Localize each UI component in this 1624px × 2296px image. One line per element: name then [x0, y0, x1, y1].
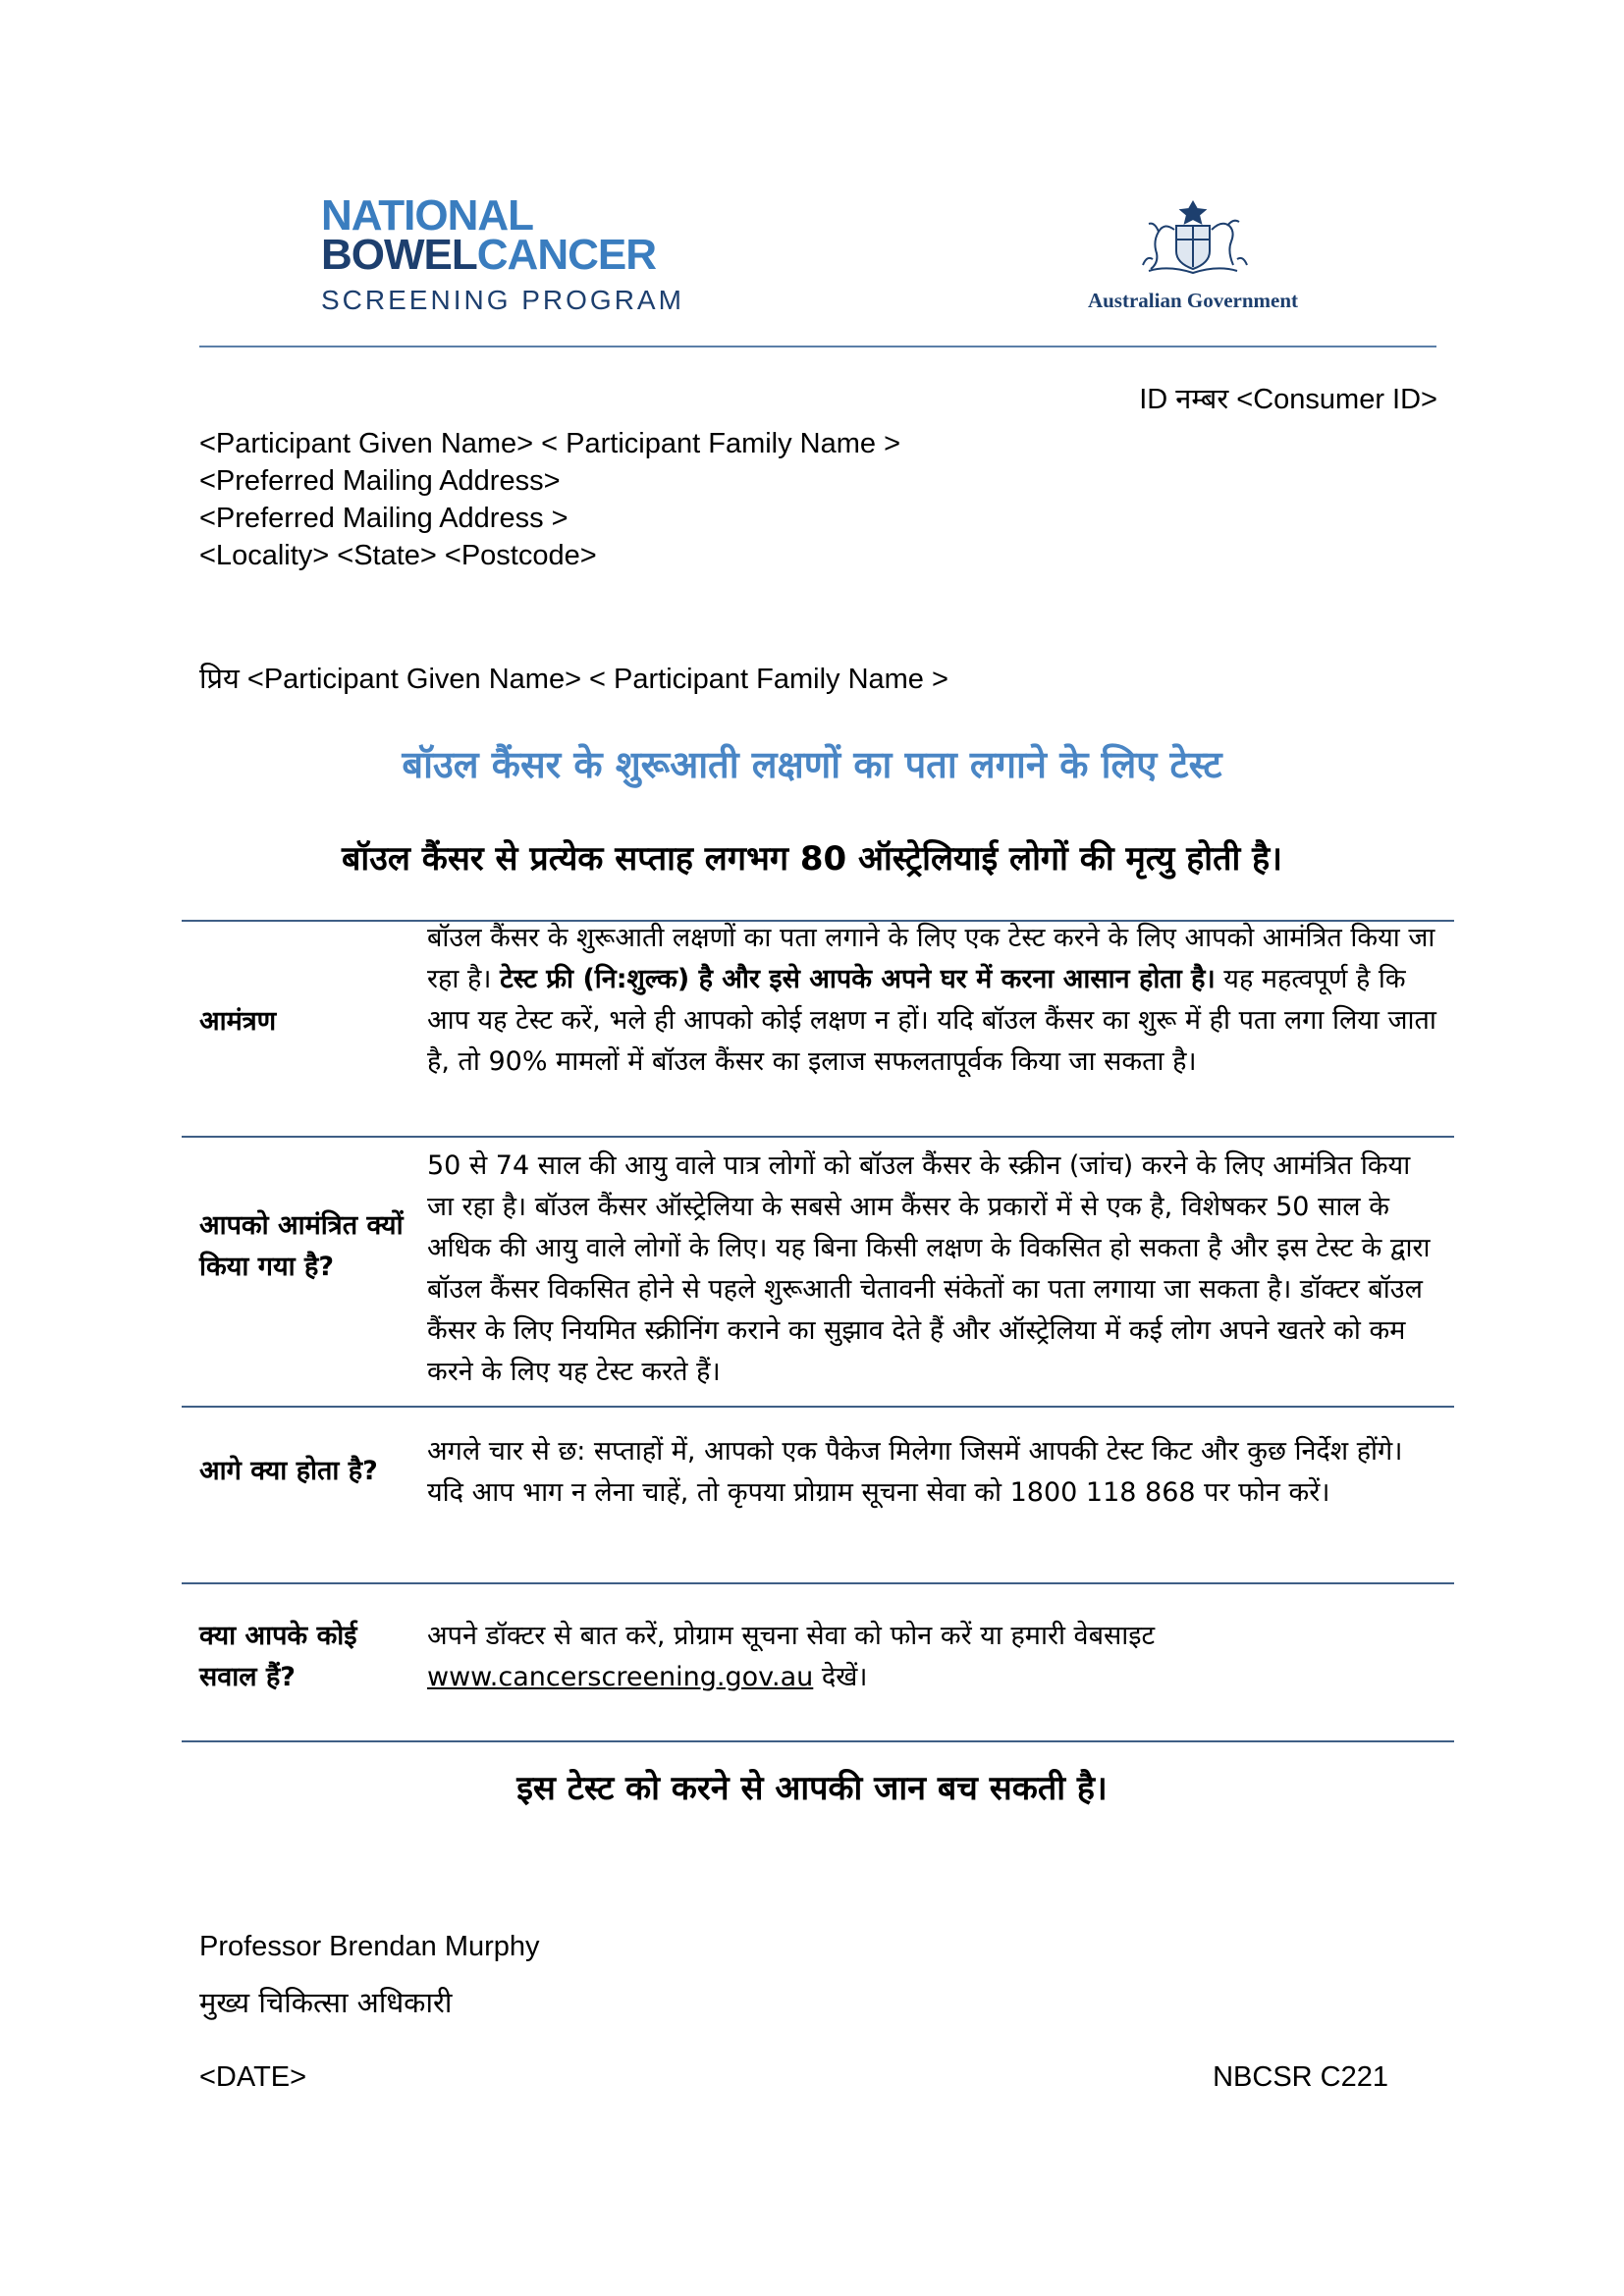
consumer-id: ID नम्बर <Consumer ID>	[1139, 384, 1437, 415]
program-logo-line3: SCREENING PROGRAM	[321, 285, 684, 315]
signer-title: मुख्य चिकित्सा अधिकारी	[199, 1986, 453, 2019]
letter-date: <DATE>	[199, 2061, 307, 2093]
salutation: प्रिय <Participant Given Name> < Participant Family Name >	[199, 664, 948, 695]
reference-code: NBCSR C221	[1213, 2061, 1388, 2093]
section-text-invitation	[427, 918, 1438, 1083]
program-logo-line1: NATIONAL	[321, 191, 534, 240]
address-line: <Preferred Mailing Address>	[199, 465, 561, 497]
header-divider	[199, 346, 1436, 347]
signer-name: Professor Brendan Murphy	[199, 1931, 540, 1962]
section-text-what-next: अगले चार से छ: सप्ताहों में, आपको एक पैकेज मिलेगा जिसमें आपकी टेस्ट किट और कुछ निर्देश होंगे। यदि आप भाग न लेना चाहें, तो कृपया प्रोग्राम सूचना सेवा को 1800 118 868 पर फोन करें।	[427, 1436, 1403, 1508]
letter-subtitle: बॉउल कैंसर से प्रत्येक सप्ताह लगभग 80 ऑस्ट्रेलियाई लोगों की मृत्यु होती है।	[341, 839, 1283, 879]
program-logo-bowel: BOWEL	[321, 231, 477, 279]
table-divider	[182, 1740, 1454, 1742]
questions-text-a: अपने डॉक्टर से बात करें, प्रोग्राम सूचना सेवा को फोन करें या हमारी वेबसाइट	[427, 1621, 1156, 1651]
section-label-why-invited: आपको आमंत्रित क्यों किया गया है?	[199, 1210, 404, 1282]
government-logo-text: Australian Government	[1087, 289, 1299, 312]
table-divider	[182, 1582, 1454, 1584]
address-line: <Participant Given Name> < Participant Family Name >	[199, 428, 901, 459]
table-divider	[182, 1136, 1454, 1138]
address-line: <Locality> <State> <Postcode>	[199, 540, 597, 571]
website-link[interactable]: www.cancerscreening.gov.au	[427, 1662, 814, 1692]
program-logo	[321, 191, 684, 316]
program-logo-line2	[321, 231, 684, 279]
invitation-text-bold: टेस्ट फ्री (नि:शुल्क) है और इसे आपके अपने घर में करना आसान होता है।	[500, 964, 1216, 994]
section-text-why-invited: 50 से 74 साल की आयु वाले पात्र लोगों को बॉउल कैंसर के स्क्रीन (जांच) करने के लिए आमंत्रित किया जा रहा है। बॉउल कैंसर ऑस्ट्रेलिया के सबसे आम कैंसर के प्रकारों में से एक है, विशेषकर 50 साल के अधिक की आयु वाले लोगों के लिए। यह बिना किसी लक्षण के विकसित हो सकता है और इस टेस्ट के द्वारा बॉउल कैंसर विकसित होने से पहले शुरूआती चेतावनी संकेतों का पता लगाया जा सकता है। डॉक्टर बॉउल कैंसर के लिए नियमित स्क्रीनिंग कराने का सुझाव देते हैं और ऑस्ट्रेलिया में कई लोग अपने खतरे को कम करने के लिए यह टेस्ट करते हैं।	[427, 1150, 1431, 1387]
closing-statement: इस टेस्ट को करने से आपकी जान बच सकती है।	[516, 1769, 1108, 1808]
section-label-questions: क्या आपके कोई सवाल हैं?	[199, 1621, 357, 1692]
section-label-invitation: आमंत्रण	[199, 1006, 277, 1037]
section-label-what-next: आगे क्या होता है?	[199, 1456, 378, 1486]
address-block	[199, 425, 900, 574]
invitation-text-a: बॉउल कैंसर के शुरूआती लक्षणों का पता लगाने के लिए एक टेस्ट करने के लिए आपको आमंत्रित किया जा रहा है।	[427, 923, 1435, 994]
table-divider	[182, 1406, 1454, 1408]
section-text-questions	[427, 1616, 1438, 1698]
address-line: <Preferred Mailing Address >	[199, 503, 568, 534]
questions-text-b: देखें।	[813, 1662, 868, 1692]
program-logo-cancer: CANCER	[476, 231, 656, 279]
government-logo	[1060, 196, 1326, 313]
commonwealth-coat-of-arms-icon	[1129, 196, 1257, 285]
invitation-text-b: यह महत्वपूर्ण है कि आप यह टेस्ट करें, भले ही आपको कोई लक्षण न हों। यदि बॉउल कैंसर का शुरू में ही पता लगा लिया जाता है, तो 90% मामलों में बॉउल कैंसर का इलाज सफलतापूर्वक किया जा सकता है।	[427, 964, 1436, 1077]
letter-title: बॉउल कैंसर के शुरूआती लक्षणों का पता लगाने के लिए टेस्ट	[402, 743, 1222, 786]
